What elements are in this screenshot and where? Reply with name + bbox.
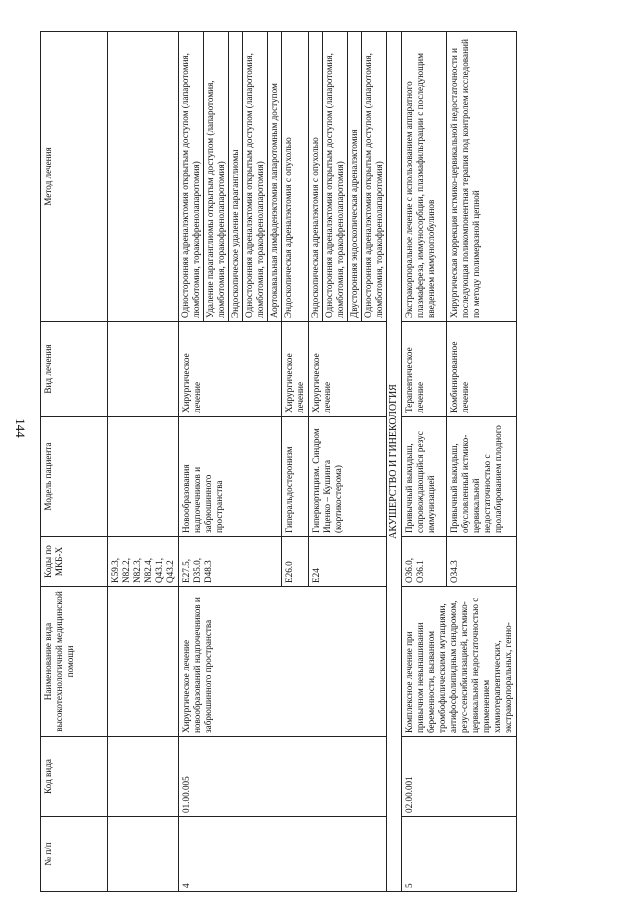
- method-item: Двусторонняя эндоскопическая адреналэктомия: [348, 32, 362, 321]
- row5-num: 5: [402, 817, 517, 892]
- method-item: Односторонняя адреналэктомия открытым доступом (лапаротомия, люмботомия, торакофренолапаротомия): [323, 32, 348, 321]
- table-row-5a: [402, 32, 447, 892]
- row4-name: Хирургическое лечение новообразований надпочечников и забрюшинного пространства: [179, 587, 387, 737]
- row5-model-0: Привычный выкидыш, сопровождающийся резус иммунизацией: [402, 417, 447, 537]
- page-number: 144: [13, 418, 28, 438]
- method-item: Эндоскопическая адреналэктомия с опухолью: [283, 137, 293, 318]
- header-row: [41, 32, 108, 892]
- mkb-code: N82.4,: [143, 557, 153, 583]
- row4-mkb-2: E24: [309, 537, 387, 587]
- row5-method-0: Экстракорпоральное лечение с использованием аппаратного плазмафереза, иммуносорбции, плазмафильтрации с последующим введением иммуноглобулинов: [402, 32, 447, 322]
- table-row-continuation: [108, 32, 179, 892]
- row4-num: 4: [179, 817, 387, 892]
- method-item: Удаление параганглиомы открытым доступом (лапаротомия, люмботомия, торакофренолапаротомия): [204, 32, 229, 321]
- row4-mkb-1: E26.0: [282, 537, 309, 587]
- rotated-table-sheet: [40, 32, 625, 892]
- header-method: Метод лечения: [41, 32, 108, 322]
- row5-method-1: Хирургическая коррекция истмико-цервикальной недостаточности и последующая поликомпонентная терапия под контролем исследований по методу полимеразной цепной: [446, 32, 516, 322]
- row4-methods-2: [309, 32, 387, 322]
- row4-model-1: Гиперальдостеронизм: [282, 417, 309, 537]
- row5-name: Комплексное лечение при привычном невынашивании беременности, вызванном тромбофилическими мутациями, антифосфолипидным синдромом, резус-сенсибилизацией, истмико-цервикальной недостаточностью с применением химиотерапевтических, экстракорпоральных, генно-: [402, 587, 517, 737]
- row5-code: 02.00.001: [402, 737, 517, 817]
- mkb-code: K59.3,: [110, 557, 120, 583]
- row4-methods-1: [282, 32, 309, 322]
- mkb-code: N82.2,: [121, 557, 131, 583]
- row4-mkb-0: E27.5, D35.0, D48.3: [179, 537, 282, 587]
- row4-model-2: Гиперкортицизм. Синдром Иценко – Кушинга (кортикостерома): [309, 417, 387, 537]
- mkb-code: N82.3,: [132, 557, 142, 583]
- header-code: Код вида: [41, 737, 108, 817]
- section-row: [387, 32, 402, 892]
- section-title: АКУШЕРСТВО И ГИНЕКОЛОГИЯ: [387, 32, 402, 892]
- method-item: Односторонняя адреналэктомия открытым доступом (лапаротомия, люмботомия, торакофренолапаротомия): [179, 32, 204, 321]
- header-num: № п/п: [41, 817, 108, 892]
- table-row-4a: [179, 32, 282, 892]
- method-item: Аортокавальная лимфаденэктомия лапаротомным доступом: [269, 83, 279, 318]
- row5-kind-0: Терапевтическое лечение: [402, 322, 447, 417]
- row4-kind-0: Хирургическое лечение: [179, 322, 282, 417]
- cont-mkb-cell: [108, 537, 179, 587]
- row5-kind-1: Комбинированное лечение: [446, 322, 516, 417]
- row5-mkb-0: O36.0, O36.1: [402, 537, 447, 587]
- header-model: Модель пациента: [41, 417, 108, 537]
- method-item: Эндоскопическое удаление параганглиомы: [229, 32, 243, 321]
- row4-code: 01.00.005: [179, 737, 387, 817]
- row4-kind-2: Хирургическое лечение: [309, 322, 387, 417]
- mkb-code: Q43.1,: [154, 557, 164, 583]
- treatment-table: [40, 31, 517, 892]
- method-item: Эндоскопическая адреналэктомия с опухолью: [309, 32, 323, 321]
- header-mkb: Коды по МКБ-Х: [41, 537, 108, 587]
- row4-methods-0: [179, 32, 282, 322]
- row4-model-0: Новообразования надпочечников и забрюшинного пространства: [179, 417, 282, 537]
- row5-model-1: Привычный выкидыш, обусловленный истмико-цервикальной недостаточностью с пролабированием плодного: [446, 417, 516, 537]
- mkb-code: Q43.2: [165, 560, 175, 583]
- method-item: Односторонняя адреналэктомия открытым доступом (лапаротомия, люмботомия, торакофренолапаротомия): [243, 32, 268, 321]
- header-name: Наименование вида высокотехнологичной медицинской помощи: [41, 587, 108, 737]
- row4-kind-1: Хирургическое лечение: [282, 322, 309, 417]
- header-kind: Вид лечения: [41, 322, 108, 417]
- method-item: Односторонняя адреналэктомия открытым доступом (лапаротомия, люмботомия, торакофренолапаротомия): [363, 53, 384, 318]
- row5-mkb-1: O34.3: [446, 537, 516, 587]
